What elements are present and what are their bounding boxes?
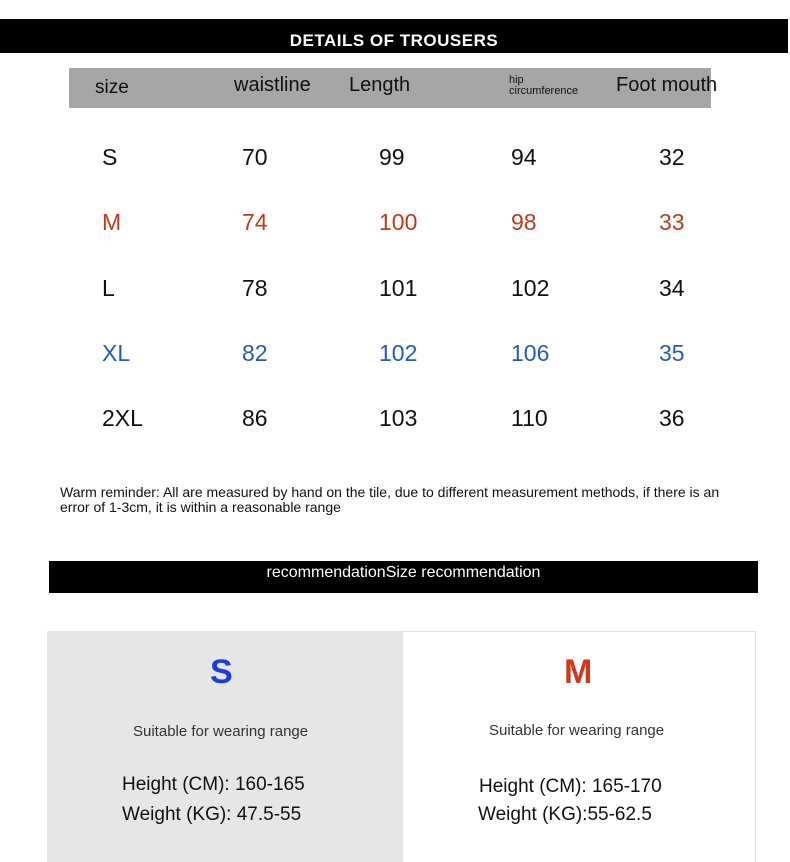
row-xl-size: XL [102,340,131,366]
recommendation-title: recommendationSize recommendation [266,564,541,581]
card-m-range: Suitable for wearing range [489,722,665,739]
header-hip-line1: hip [509,74,524,86]
row-s-size: S [102,144,118,170]
card-m-height: Height (CM): 165-170 [479,776,662,797]
card-s-range: Suitable for wearing range [133,723,309,740]
row-m-waist: 74 [242,209,268,235]
header-size: size [95,77,129,98]
row-s-length: 99 [379,144,405,170]
row-l-length: 101 [379,275,418,301]
card-m-letter: M [564,653,593,691]
row-m-hip: 98 [511,209,537,235]
row-2xl-waist: 86 [242,405,268,431]
row-xl-length: 102 [379,340,418,366]
row-xl-foot: 35 [659,340,685,366]
header-hip-line2: circumference [509,85,579,97]
card-s-letter: S [210,653,233,691]
row-s-waist: 70 [242,144,268,170]
page-title: DETAILS OF TROUSERS [289,31,499,50]
header-waistline: waistline [234,74,311,96]
card-m-weight: Weight (KG):55-62.5 [478,804,652,825]
row-m-length: 100 [379,209,418,235]
row-l-foot: 34 [659,275,685,301]
row-m-size: M [102,209,122,235]
row-xl-waist: 82 [242,340,268,366]
recommendation-bar [49,561,758,593]
header-foot-mouth: Foot mouth [616,74,718,96]
row-2xl-foot: 36 [659,405,685,431]
row-l-waist: 78 [242,275,268,301]
row-2xl-hip: 110 [511,405,548,431]
row-2xl-size: 2XL [102,405,143,431]
row-l-hip: 102 [511,275,550,301]
title-bar [0,19,788,53]
row-s-foot: 32 [659,144,685,170]
card-s-weight: Weight (KG): 47.5-55 [122,804,302,825]
row-2xl-length: 103 [379,405,418,431]
row-s-hip: 94 [511,144,537,170]
header-length: Length [349,74,411,96]
measurement-note: Warm reminder: All are measured by hand on the tile, due to different measurement methods, if there is an error of 1-3cm, it is within a reasonable range [60,484,720,515]
row-l-size: L [102,275,115,301]
card-s-height: Height (CM): 160-165 [122,774,305,795]
row-m-foot: 33 [659,209,685,235]
row-xl-hip: 106 [511,340,550,366]
